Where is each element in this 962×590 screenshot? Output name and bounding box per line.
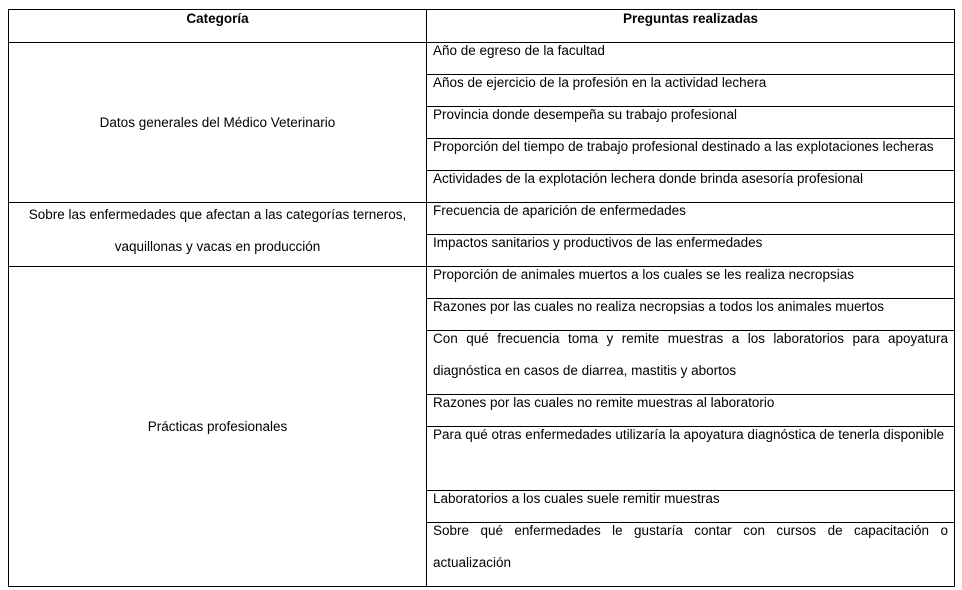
- header-category: Categoría: [9, 10, 427, 43]
- question-text: Proporción del tiempo de trabajo profesional destinado a las explotaciones lecheras: [433, 139, 934, 154]
- survey-questions-table: [8, 9, 955, 587]
- question-text: Años de ejercicio de la profesión en la actividad lechera: [433, 75, 767, 90]
- category-cell-diseases: [9, 203, 427, 267]
- question-text: Razones por las cuales no realiza necropsias a todos los animales muertos: [433, 299, 884, 314]
- question-text: Laboratorios a los cuales suele remitir muestras: [433, 491, 720, 506]
- question-text: Razones por las cuales no remite muestras al laboratorio: [433, 395, 775, 410]
- question-text: Provincia donde desempeña su trabajo profesional: [433, 107, 737, 122]
- question-text: Actividades de la explotación lechera donde brinda asesoría profesional: [433, 171, 864, 186]
- question-text: Año de egreso de la facultad: [433, 43, 605, 58]
- header-questions: Preguntas realizadas: [427, 10, 955, 43]
- category-cell-professional-practices: Prácticas profesionales: [9, 267, 427, 587]
- question-cell: [427, 523, 955, 587]
- question-text: Impactos sanitarios y productivos de las enfermedades: [433, 235, 763, 250]
- question-text: Proporción de animales muertos a los cuales se les realiza necropsias: [433, 267, 854, 282]
- question-text: Frecuencia de aparición de enfermedades: [433, 203, 686, 218]
- category-cell-general-data: Datos generales del Médico Veterinario: [9, 43, 427, 203]
- question-text: Con qué frecuencia toma y remite muestras a los laboratorios para apoyatura diagnóstica en casos de diarrea, mastitis y abortos: [433, 331, 948, 378]
- category-text: Sobre las enfermedades que afectan a las categorías terneros, vaquillonas y vacas en producción: [28, 206, 407, 254]
- question-cell: [427, 331, 955, 395]
- question-text: Para qué otras enfermedades utilizaría la apoyatura diagnóstica de tenerla disponible: [433, 427, 945, 442]
- question-cell: [427, 427, 955, 491]
- question-text: Sobre qué enfermedades le gustaría contar con cursos de capacitación o actualización: [433, 523, 948, 570]
